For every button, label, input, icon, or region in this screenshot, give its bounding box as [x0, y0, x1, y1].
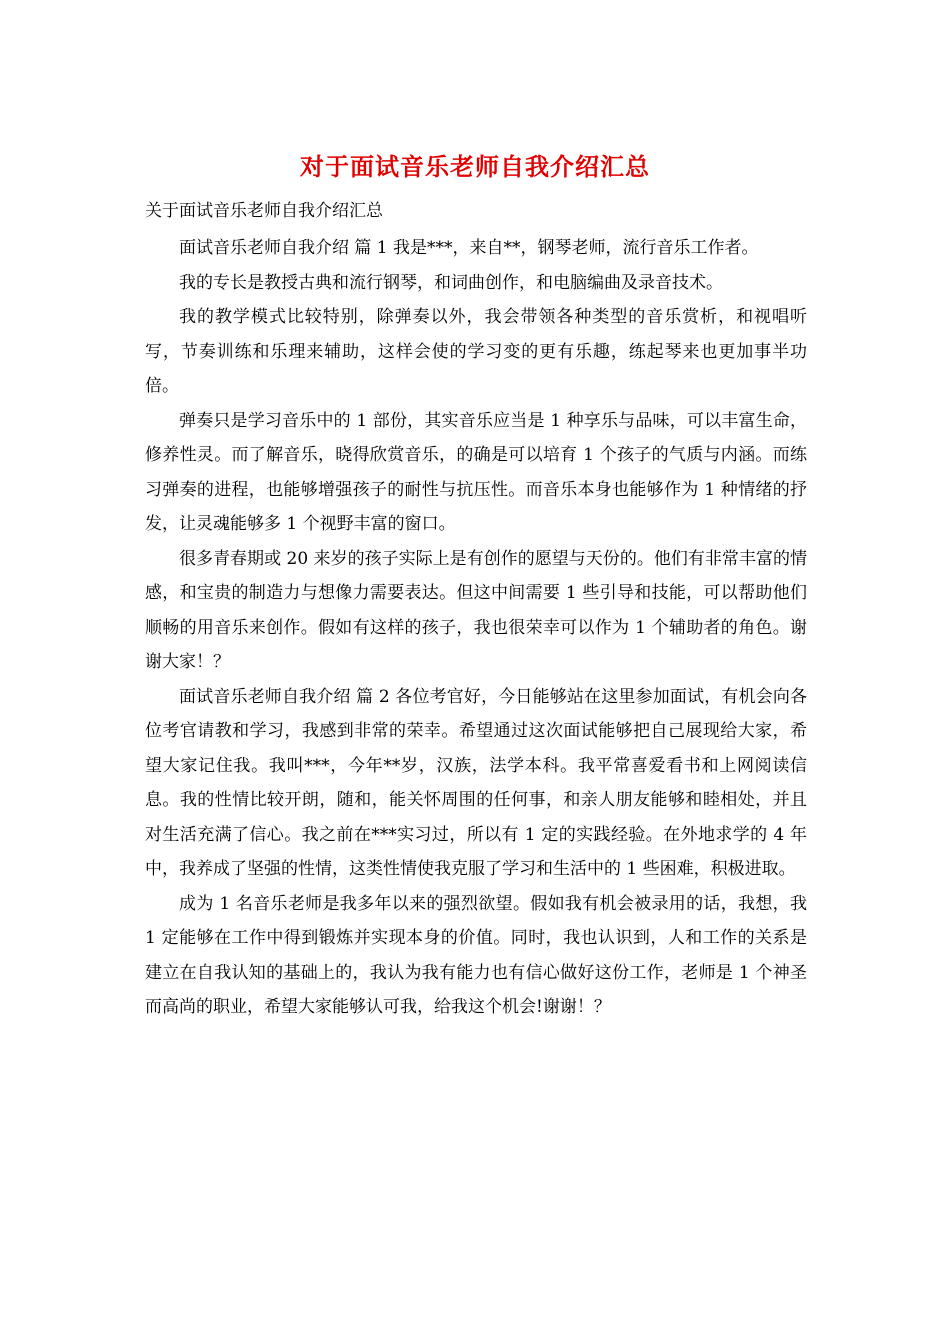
paragraph-3: 我的教学模式比较特别，除弹奏以外，我会带领各种类型的音乐赏析，和视唱听写，节奏训练和乐理来辅助，这样会使的学习变的更有乐趣，练起琴来也更加事半功倍。 [145, 307, 807, 396]
paragraph-6: 面试音乐老师自我介绍 篇 2 各位考官好，今日能够站在这里参加面试，有机会向各位考官请教和学习，我感到非常的荣幸。希望通过这次面试能够把自己展现给大家，希望大家记住我。我叫***，今年**岁，汉族，法学本科。我平常喜爱看书和上网阅读信息。我的性情比较开朗，随和，能关怀周围的任何事，和亲人朋友能够和睦相处，并且对生活充满了信心。我之前在***实习过，所以有 1 定的实践经验。在外地求学的 4 年中，我养成了坚强的性情，这类性情使我克服了学习和生活中的 1 些困难，积极进取。 [145, 686, 807, 879]
document-subtitle: 关于面试音乐老师自我介绍汇总 [145, 201, 383, 221]
paragraph-1: 面试音乐老师自我介绍 篇 1 我是***，来自**，钢琴老师，流行音乐工作者。 [179, 238, 759, 258]
document-body [145, 231, 807, 1025]
document-title: 对于面试音乐老师自我介绍汇总 [300, 152, 650, 181]
paragraph-4: 弹奏只是学习音乐中的 1 部份，其实音乐应当是 1 种享乐与品味，可以丰富生命，修养性灵。而了解音乐，晓得欣赏音乐，的确是可以培育 1 个孩子的气质与内涵。而练习弹奏的进程，也能够增强孩子的耐性与抗压性。而音乐本身也能够作为 1 种情绪的抒发，让灵魂能够多 1 个视野丰富的窗口。 [145, 410, 807, 534]
paragraph-7: 成为 1 名音乐老师是我多年以来的强烈欲望。假如我有机会被录用的话，我想，我 1 定能够在工作中得到锻炼并实现本身的价值。同时，我也认识到，人和工作的关系是建立在自我认知的基础上的，我认为我有能力也有信心做好这份工作，老师是 1 个神圣而高尚的职业，希望大家能够认可我，给我这个机会!谢谢！？ [145, 893, 807, 1017]
paragraph-2: 我的专长是教授古典和流行钢琴，和词曲创作，和电脑编曲及录音技术。 [179, 272, 723, 293]
paragraph-5: 很多青春期或 20 来岁的孩子实际上是有创作的愿望与天份的。他们有非常丰富的情感，和宝贵的制造力与想像力需要表达。但这中间需要 1 些引导和技能，可以帮助他们顺畅的用音乐来创作。假如有这样的孩子，我也很荣幸可以作为 1 个辅助者的角色。谢谢大家！？ [145, 548, 807, 672]
